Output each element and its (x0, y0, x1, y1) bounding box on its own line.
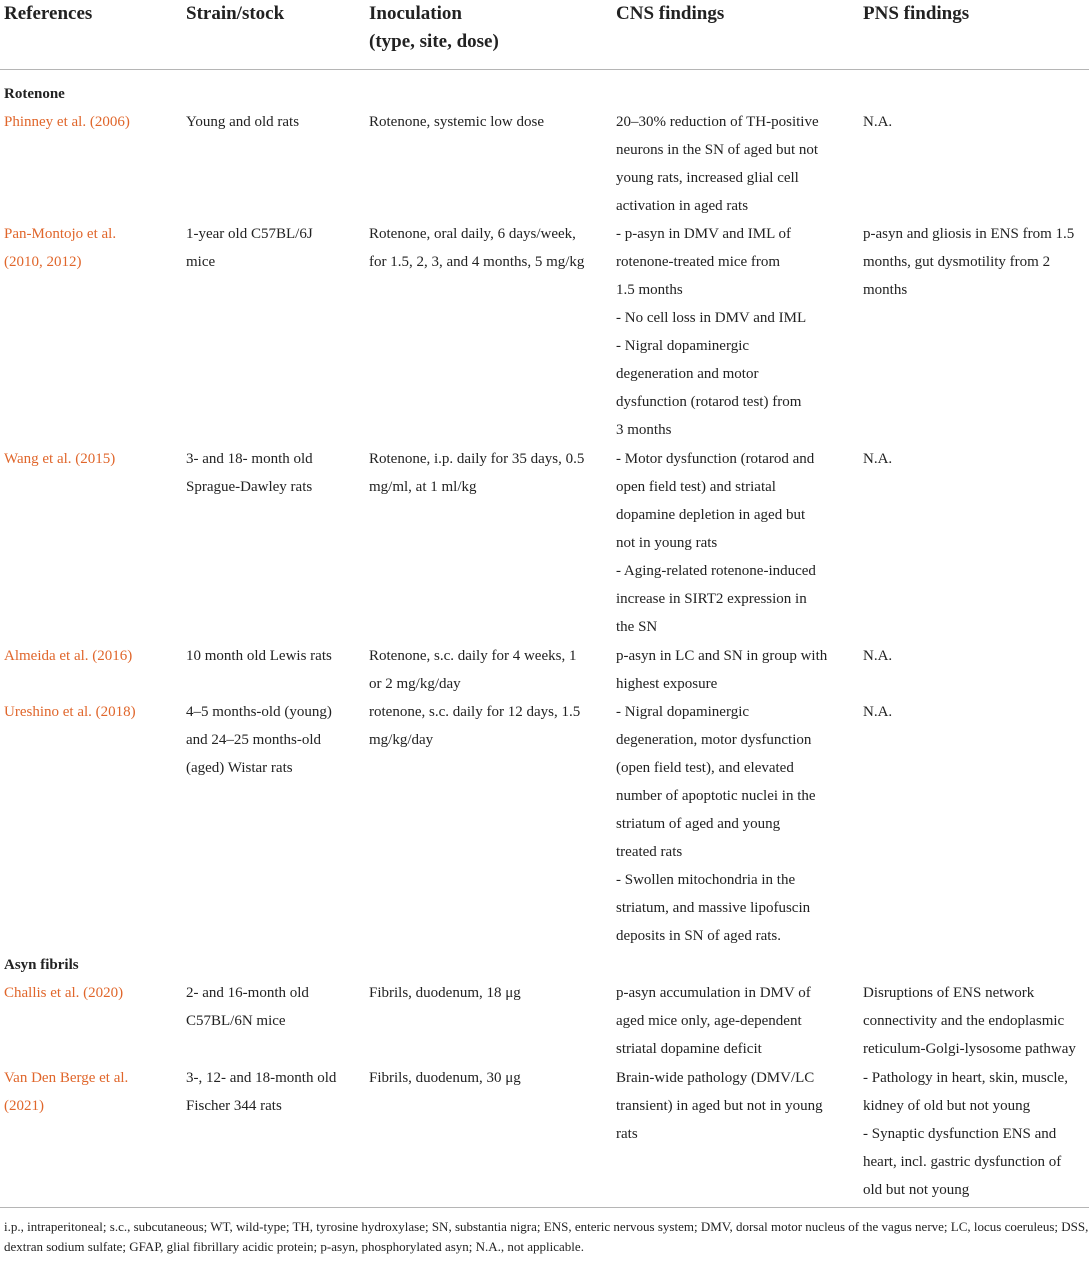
inoculation-cell: Fibrils, duodenum, 18 μg (369, 985, 521, 1001)
strain-cell: 1-year old C57BL/6J (186, 226, 313, 242)
inoculation-cell: Rotenone, oral daily, 6 days/week, (369, 226, 576, 242)
pns-cell: - Pathology in heart, skin, muscle, (863, 1070, 1068, 1086)
cns-cell: not in young rats (616, 535, 718, 551)
strain-cell: 2- and 16-month old (186, 985, 309, 1001)
cns-cell: 3 months (616, 422, 672, 438)
pns-cell: connectivity and the endoplasmic (863, 1013, 1065, 1029)
strain-cell: C57BL/6N mice (186, 1013, 286, 1029)
header-inoculation-detail: (type, site, dose) (369, 31, 499, 52)
section-rotenone: Rotenone (4, 86, 65, 102)
header-references: References (4, 3, 93, 24)
pns-cell: N.A. (863, 114, 893, 130)
strain-cell: and 24–25 months-old (186, 732, 321, 748)
reference-link[interactable]: Phinney et al. (2006) (4, 114, 130, 130)
cns-cell: neurons in the SN of aged but not (616, 142, 819, 158)
cns-cell: activation in aged rats (616, 198, 749, 214)
pns-cell: p-asyn and gliosis in ENS from 1.5 (863, 226, 1075, 242)
strain-cell: (aged) Wistar rats (186, 760, 293, 776)
inoculation-cell: Rotenone, systemic low dose (369, 114, 544, 130)
pns-cell: Disruptions of ENS network (863, 985, 1035, 1001)
header-strain-stock: Strain/stock (186, 3, 285, 24)
inoculation-cell: for 1.5, 2, 3, and 4 months, 5 mg/kg (369, 254, 585, 270)
strain-cell: Sprague-Dawley rats (186, 479, 313, 495)
cns-cell: striatal dopamine deficit (616, 1041, 762, 1057)
pns-cell: - Synaptic dysfunction ENS and (863, 1126, 1057, 1142)
cns-cell: treated rats (616, 844, 683, 860)
inoculation-cell: mg/kg/day (369, 732, 434, 748)
strain-cell: Young and old rats (186, 114, 300, 130)
cns-cell: dopamine depletion in aged but (616, 507, 806, 523)
header-pns-findings: PNS findings (863, 3, 970, 24)
cns-cell: 20–30% reduction of TH-positive (616, 114, 819, 130)
pns-cell: heart, incl. gastric dysfunction of (863, 1154, 1062, 1170)
pns-cell: N.A. (863, 451, 893, 467)
cns-cell: degeneration, motor dysfunction (616, 732, 812, 748)
cns-cell: - Nigral dopaminergic (616, 338, 750, 354)
pns-cell: months, gut dysmotility from 2 (863, 254, 1051, 270)
reference-link[interactable]: (2021) (4, 1098, 44, 1114)
cns-cell: (open field test), and elevated (616, 760, 794, 776)
pns-cell: months (863, 282, 908, 298)
footer-rule (0, 1207, 1089, 1208)
cns-cell: transient) in aged but not in young (616, 1098, 823, 1114)
pns-cell: kidney of old but not young (863, 1098, 1031, 1114)
strain-cell: 3-, 12- and 18-month old (186, 1070, 337, 1086)
header-inoculation: Inoculation (369, 3, 462, 24)
cns-cell: striatum, and massive lipofuscin (616, 900, 811, 916)
inoculation-cell: Rotenone, i.p. daily for 35 days, 0.5 (369, 451, 585, 467)
cns-cell: - Aging-related rotenone-induced (616, 563, 816, 579)
strain-cell: Fischer 344 rats (186, 1098, 282, 1114)
strain-cell: mice (186, 254, 216, 270)
cns-cell: rotenone-treated mice from (616, 254, 781, 270)
reference-link[interactable]: Ureshino et al. (2018) (4, 704, 136, 720)
reference-link[interactable]: (2010, 2012) (4, 254, 82, 270)
reference-link[interactable]: Challis et al. (2020) (4, 985, 124, 1001)
table-footnote: i.p., intraperitoneal; s.c., subcutaneous; WT, wild-type; TH, tyrosine hydroxylase; SN, substantia nigra; ENS, enteric nervous system; DMV, dorsal motor nucleus of the vagus nerve; LC, locus coeruleus; DSS, dextran sodium sulfate; GFAP, glial fibrillary acidic protein; p-asyn, phosphorylated asyn; N.A., not applicable. (4, 1219, 1089, 1254)
inoculation-cell: rotenone, s.c. daily for 12 days, 1.5 (369, 704, 581, 720)
cns-cell: 1.5 months (616, 282, 683, 298)
inoculation-cell: Fibrils, duodenum, 30 μg (369, 1070, 521, 1086)
cns-cell: - Nigral dopaminergic (616, 704, 750, 720)
section-asyn-fibrils: Asyn fibrils (4, 957, 79, 973)
inoculation-cell: mg/ml, at 1 ml/kg (369, 479, 477, 495)
reference-link[interactable]: Van Den Berge et al. (4, 1070, 129, 1086)
strain-cell: 10 month old Lewis rats (186, 648, 332, 664)
pns-cell: N.A. (863, 704, 893, 720)
cns-cell: - Motor dysfunction (rotarod and (616, 451, 815, 467)
pns-cell: N.A. (863, 648, 893, 664)
cns-cell: dysfunction (rotarod test) from (616, 394, 802, 410)
header-cns-findings: CNS findings (616, 3, 725, 24)
header-rule (0, 69, 1089, 70)
pns-cell: old but not young (863, 1182, 970, 1198)
cns-cell: p-asyn accumulation in DMV of (616, 985, 811, 1001)
cns-cell: aged mice only, age-dependent (616, 1013, 802, 1029)
cns-cell: degeneration and motor (616, 366, 759, 382)
strain-cell: 4–5 months-old (young) (186, 704, 332, 720)
cns-cell: - No cell loss in DMV and IML (616, 310, 807, 326)
cns-cell: open field test) and striatal (616, 479, 776, 495)
strain-cell: 3- and 18- month old (186, 451, 313, 467)
cns-cell: deposits in SN of aged rats. (616, 928, 781, 944)
cns-cell: rats (616, 1126, 638, 1142)
cns-cell: - Swollen mitochondria in the (616, 872, 796, 888)
cns-cell: Brain-wide pathology (DMV/LC (616, 1070, 815, 1086)
inoculation-cell: or 2 mg/kg/day (369, 676, 461, 692)
cns-cell: striatum of aged and young (616, 816, 781, 832)
reference-link[interactable]: Pan-Montojo et al. (4, 226, 117, 242)
cns-cell: p-asyn in LC and SN in group with (616, 648, 828, 664)
cns-cell: increase in SIRT2 expression in (616, 591, 807, 607)
cns-cell: highest exposure (616, 676, 718, 692)
reference-link[interactable]: Almeida et al. (2016) (4, 648, 133, 664)
cns-cell: - p-asyn in DMV and IML of (616, 226, 791, 242)
reference-link[interactable]: Wang et al. (2015) (4, 451, 116, 467)
cns-cell: young rats, increased glial cell (616, 170, 799, 186)
cns-cell: the SN (616, 619, 658, 635)
pns-cell: reticulum-Golgi-lysosome pathway (863, 1041, 1076, 1057)
cns-cell: number of apoptotic nuclei in the (616, 788, 816, 804)
inoculation-cell: Rotenone, s.c. daily for 4 weeks, 1 (369, 648, 577, 664)
